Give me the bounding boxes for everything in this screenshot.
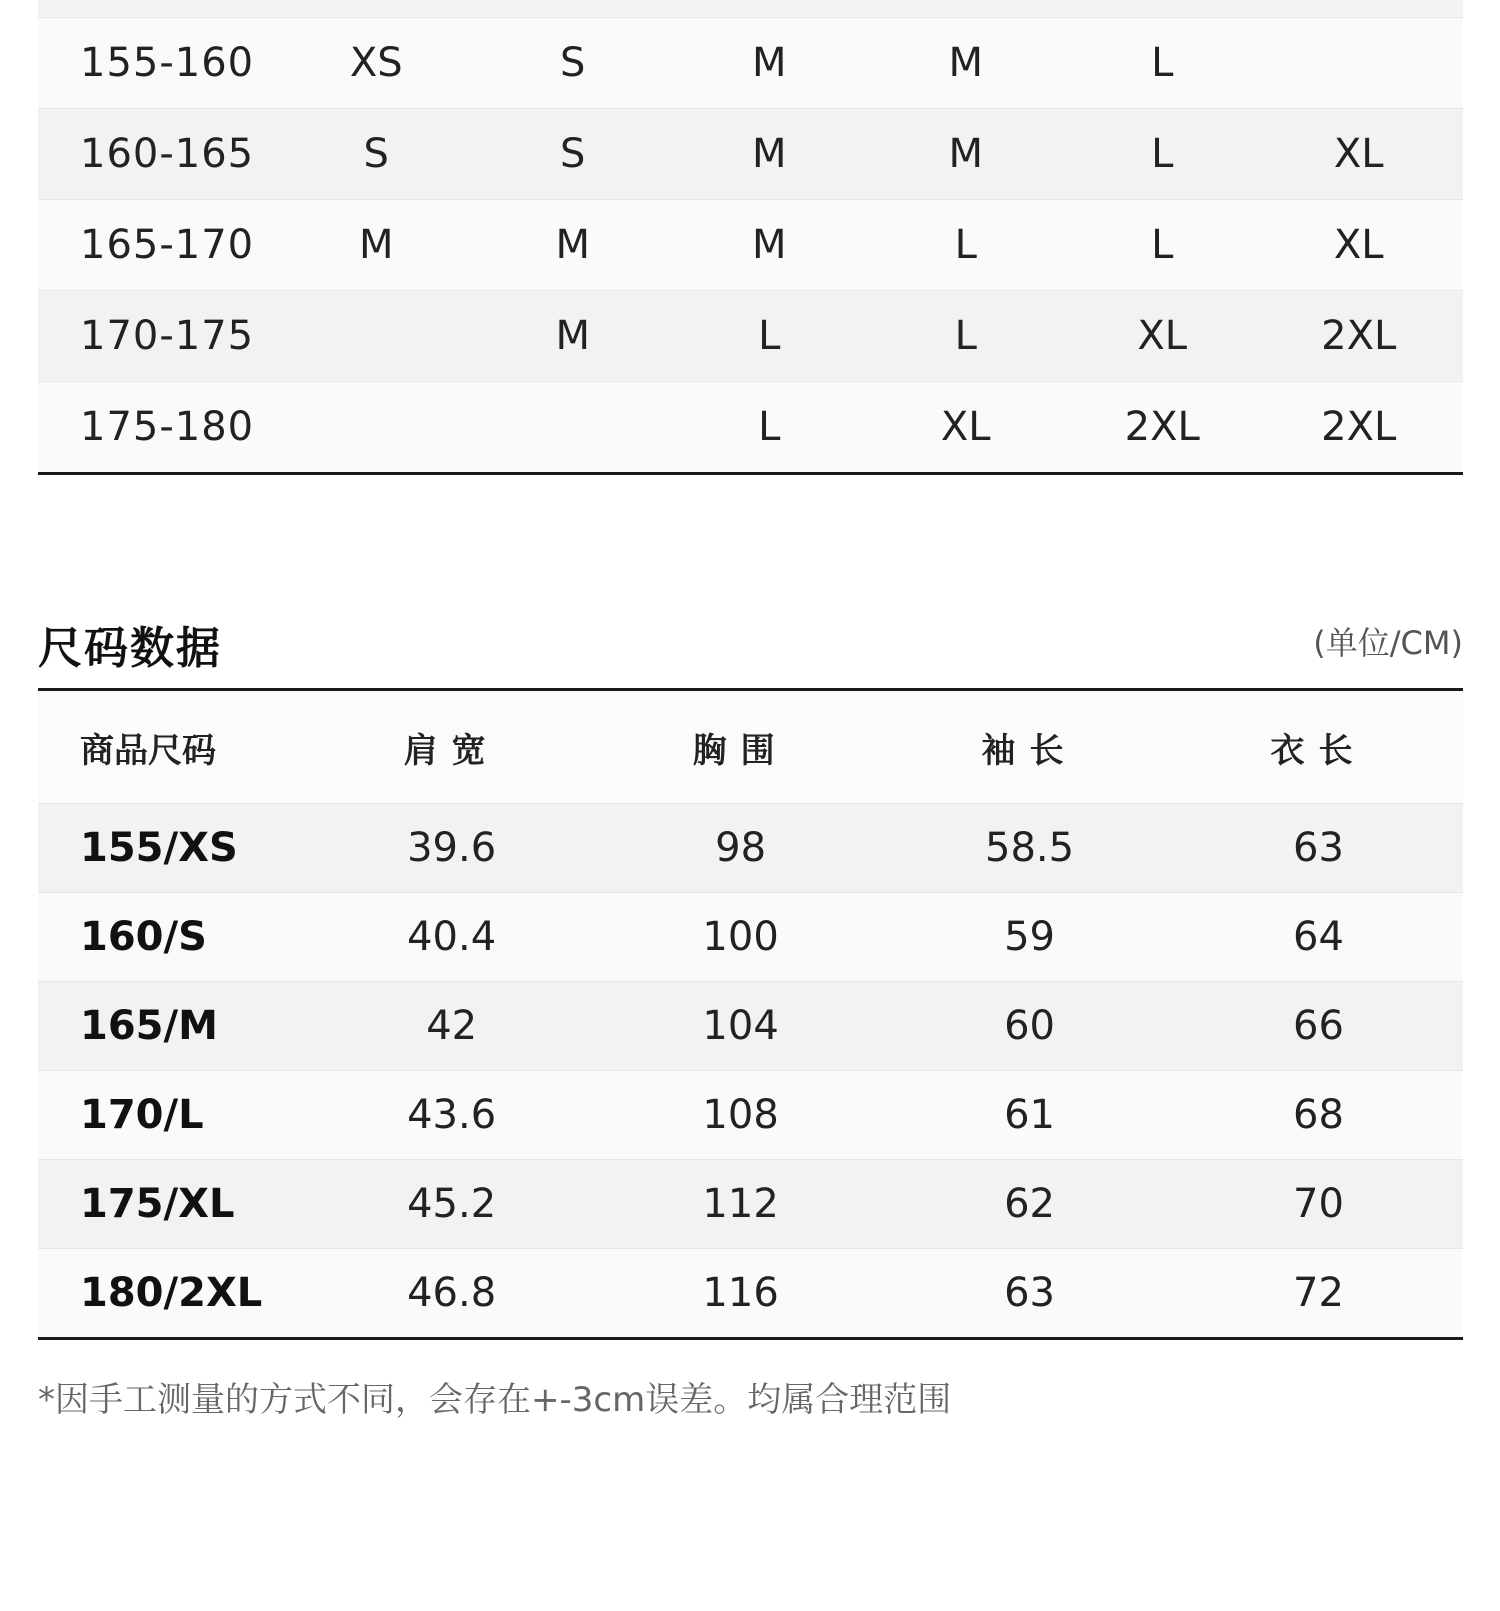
body-length-cell: 70 xyxy=(1293,1181,1344,1227)
size-cell: M xyxy=(751,222,787,268)
size-cell: M xyxy=(751,40,787,86)
column-header: 肩宽 xyxy=(403,730,500,771)
column-header: 衣长 xyxy=(1270,730,1367,771)
table-row xyxy=(38,291,1463,382)
table-row xyxy=(38,18,1463,109)
size-cell: M xyxy=(358,222,394,268)
size-cell: XL xyxy=(1137,313,1188,359)
size-label: 160/S xyxy=(80,914,207,960)
size-data-table xyxy=(38,688,1463,1340)
chest-cell: 100 xyxy=(702,914,779,960)
chest-cell: 104 xyxy=(702,1003,779,1049)
measurement-footnote: *因手工测量的方式不同，会存在+-3cm误差。均属合理范围 xyxy=(38,1380,952,1420)
size-recommendation-table xyxy=(38,0,1463,475)
shoulder-width-cell: 43.6 xyxy=(407,1092,497,1138)
height-range: 175-180 xyxy=(80,404,255,450)
size-cell: M xyxy=(555,313,590,359)
table-row xyxy=(38,109,1463,200)
body-length-cell: 66 xyxy=(1293,1003,1344,1049)
sleeve-length-cell: 58.5 xyxy=(985,825,1075,871)
sleeve-length-cell: 60 xyxy=(1004,1003,1055,1049)
chest-cell: 112 xyxy=(702,1181,779,1227)
height-range: 165-170 xyxy=(80,222,255,268)
size-cell: XL xyxy=(1333,222,1384,268)
size-cell: S xyxy=(363,131,389,177)
size-cell: XS xyxy=(349,40,403,86)
shoulder-width-cell: 42 xyxy=(426,1003,478,1049)
size-cell: L xyxy=(1151,131,1174,177)
size-cell: 2XL xyxy=(1321,404,1397,450)
size-cell: XL xyxy=(940,404,991,450)
table-row xyxy=(38,200,1463,291)
chest-cell: 98 xyxy=(715,825,767,871)
column-header: 胸围 xyxy=(692,730,789,771)
chest-cell: 108 xyxy=(702,1092,779,1138)
table-row xyxy=(38,1249,1463,1340)
sleeve-length-cell: 61 xyxy=(1004,1092,1055,1138)
size-cell: M xyxy=(751,131,787,177)
unit-label: (单位/CM) xyxy=(1313,624,1463,662)
size-cell: XL xyxy=(1333,131,1384,177)
size-label: 165/M xyxy=(80,1003,218,1049)
table-header-row xyxy=(38,691,1463,804)
column-header: 袖长 xyxy=(981,730,1078,771)
height-range: 170-175 xyxy=(80,313,255,359)
table-row xyxy=(38,893,1463,982)
shoulder-width-cell: 46.8 xyxy=(407,1270,497,1316)
height-range: 160-165 xyxy=(80,131,255,177)
size-cell: S xyxy=(560,131,586,177)
body-length-cell: 64 xyxy=(1293,914,1344,960)
height-range: 155-160 xyxy=(80,40,255,86)
size-label: 170/L xyxy=(80,1092,204,1138)
shoulder-width-cell: 45.2 xyxy=(407,1181,497,1227)
table-row xyxy=(38,982,1463,1071)
table-row xyxy=(38,804,1463,893)
size-label: 155/XS xyxy=(80,825,238,871)
size-cell: L xyxy=(758,404,781,450)
table-row xyxy=(38,1160,1463,1249)
size-cell: M xyxy=(555,222,590,268)
size-label: 175/XL xyxy=(80,1181,235,1227)
column-header: 商品尺码 xyxy=(80,730,216,771)
size-cell: M xyxy=(948,131,983,177)
size-cell: S xyxy=(560,40,586,86)
shoulder-width-cell: 39.6 xyxy=(407,825,497,871)
size-cell: M xyxy=(948,40,983,86)
chest-cell: 116 xyxy=(702,1270,779,1316)
size-cell: L xyxy=(954,313,977,359)
table-header-strip xyxy=(38,0,1463,18)
shoulder-width-cell: 40.4 xyxy=(407,914,497,960)
size-cell: L xyxy=(954,222,977,268)
body-length-cell: 63 xyxy=(1293,825,1344,871)
sleeve-length-cell: 62 xyxy=(1004,1181,1055,1227)
body-length-cell: 68 xyxy=(1293,1092,1344,1138)
table-row xyxy=(38,382,1463,475)
section-title: 尺码数据 xyxy=(38,623,222,674)
size-cell: 2XL xyxy=(1321,313,1397,359)
sleeve-length-cell: 63 xyxy=(1004,1270,1055,1316)
size-cell: L xyxy=(758,313,781,359)
size-cell: L xyxy=(1151,40,1174,86)
body-length-cell: 72 xyxy=(1293,1270,1344,1316)
size-label: 180/2XL xyxy=(80,1270,263,1316)
sleeve-length-cell: 59 xyxy=(1004,914,1055,960)
size-cell: 2XL xyxy=(1124,404,1200,450)
size-cell: L xyxy=(1151,222,1174,268)
table-row xyxy=(38,1071,1463,1160)
